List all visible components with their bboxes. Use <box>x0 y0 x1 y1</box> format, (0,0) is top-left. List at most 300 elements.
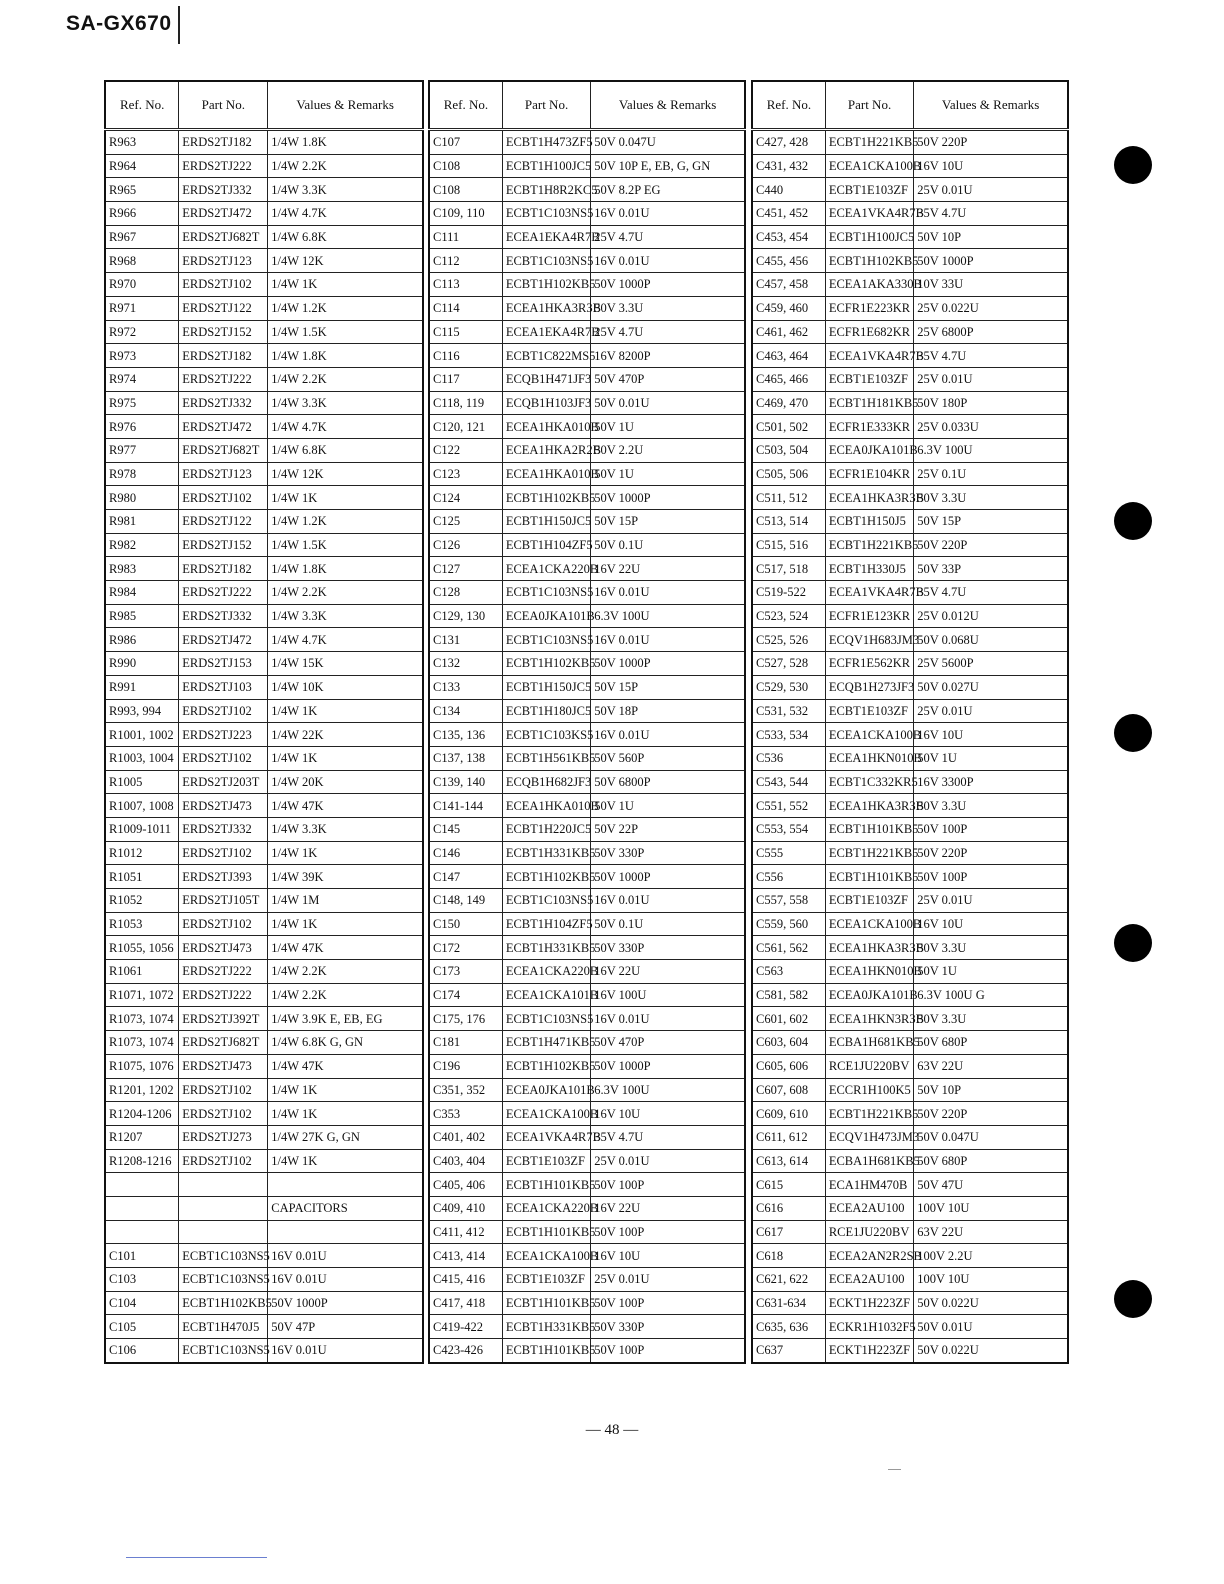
part-no-cell: ECBT1H8R2KC5 <box>502 178 590 202</box>
values-cell: 25V 0.01U <box>591 1268 745 1292</box>
ref-no-cell: C145 <box>429 817 502 841</box>
values-cell: 100V 2.2U <box>914 1244 1068 1268</box>
values-cell: 16V 10U <box>591 1102 745 1126</box>
table-row <box>752 1339 1068 1363</box>
table-row <box>752 1220 1068 1244</box>
part-no-cell: ECEA0JKA101B <box>502 1078 590 1102</box>
ref-no-cell: C553, 554 <box>752 817 825 841</box>
values-cell: 25V 0.022U <box>914 296 1068 320</box>
part-no-cell: ECFR1E333KR <box>825 415 913 439</box>
part-no-cell: ECFR1E223KR <box>825 296 913 320</box>
ref-no-cell: R1053 <box>105 912 179 936</box>
values-cell: 50V 0.01U <box>591 391 745 415</box>
values-cell: 50V 100P <box>591 1173 745 1197</box>
values-cell: 1/4W 39K <box>268 865 423 889</box>
values-cell: 50V 1000P <box>591 486 745 510</box>
values-cell: 50V 10P E, EB, G, GN <box>591 154 745 178</box>
values-cell: 50V 1U <box>591 415 745 439</box>
col-values-header: Values & Remarks <box>591 81 745 130</box>
parts-table-2 <box>428 80 746 1364</box>
part-no-cell: ERDS2TJ102 <box>179 841 268 865</box>
table-row <box>105 1102 423 1126</box>
table-row <box>752 936 1068 960</box>
ref-no-cell <box>105 1173 179 1197</box>
part-no-cell: ECEA1HKN010B <box>825 746 913 770</box>
ref-no-cell: C116 <box>429 344 502 368</box>
table-row <box>105 1031 423 1055</box>
part-no-cell: ECEA1HKA010B <box>502 462 590 486</box>
table-row <box>429 1078 745 1102</box>
ref-no-cell: C409, 410 <box>429 1196 502 1220</box>
values-cell: 1/4W 22K <box>268 723 423 747</box>
ref-no-cell: R1204-1206 <box>105 1102 179 1126</box>
ref-no-cell: R993, 994 <box>105 699 179 723</box>
part-no-cell: ECBT1H102KB5 <box>502 652 590 676</box>
values-cell: 1/4W 1K <box>268 486 423 510</box>
values-cell: 50V 330P <box>591 841 745 865</box>
values-cell: 50V 22P <box>591 817 745 841</box>
ref-no-cell: R964 <box>105 154 179 178</box>
scan-mark <box>126 1557 267 1558</box>
values-cell: 50V 3.3U <box>914 486 1068 510</box>
ref-no-cell: C607, 608 <box>752 1078 825 1102</box>
ref-no-cell: R1201, 1202 <box>105 1078 179 1102</box>
part-no-cell: ECKR1H1032F5 <box>825 1315 913 1339</box>
table-row <box>429 391 745 415</box>
part-no-cell: ECEA1VKA4R7B <box>825 344 913 368</box>
ref-no-cell <box>105 1220 179 1244</box>
ref-no-cell: C124 <box>429 486 502 510</box>
values-cell: 6.3V 100U G <box>914 983 1068 1007</box>
values-cell: 50V 10P <box>914 225 1068 249</box>
table-row <box>105 723 423 747</box>
values-cell: 25V 6800P <box>914 320 1068 344</box>
table-row <box>105 415 423 439</box>
ref-no-cell: C603, 604 <box>752 1031 825 1055</box>
part-no-cell: ERDS2TJ102 <box>179 486 268 510</box>
table-row <box>429 1054 745 1078</box>
part-no-cell: ECEA1HKN010B <box>825 960 913 984</box>
ref-no-cell: R1071, 1072 <box>105 983 179 1007</box>
values-cell: 1/4W 2.2K <box>268 983 423 1007</box>
part-no-cell: ECBT1H221KB5 <box>825 841 913 865</box>
table-row <box>429 178 745 202</box>
ref-no-cell: R1055, 1056 <box>105 936 179 960</box>
values-cell: 100V 10U <box>914 1268 1068 1292</box>
values-cell: 6.3V 100U <box>914 438 1068 462</box>
values-cell: 50V 18P <box>591 699 745 723</box>
part-no-cell: ERDS2TJ122 <box>179 296 268 320</box>
part-no-cell: RCE1JU220BV <box>825 1220 913 1244</box>
ref-no-cell: R970 <box>105 273 179 297</box>
table-row <box>429 249 745 273</box>
table-row <box>105 438 423 462</box>
table-row <box>105 936 423 960</box>
values-cell: 50V 1000P <box>591 865 745 889</box>
ref-no-cell: C103 <box>105 1268 179 1292</box>
part-no-cell: ECBT1H180JC5 <box>502 699 590 723</box>
ref-no-cell: R966 <box>105 202 179 226</box>
ref-no-cell: C125 <box>429 510 502 534</box>
values-cell: 50V 220P <box>914 841 1068 865</box>
table-row <box>752 557 1068 581</box>
table-row <box>752 1268 1068 1292</box>
values-cell: 35V 4.7U <box>914 202 1068 226</box>
part-no-cell: ECBT1H100JC5 <box>825 225 913 249</box>
table-row <box>429 1244 745 1268</box>
table-row <box>105 462 423 486</box>
values-cell: 16V 0.01U <box>591 249 745 273</box>
ref-no-cell: C141-144 <box>429 794 502 818</box>
values-cell: 50V 1000P <box>591 1054 745 1078</box>
ref-no-cell: C451, 452 <box>752 202 825 226</box>
table-row <box>752 1102 1068 1126</box>
table-row <box>752 1054 1068 1078</box>
ref-no-cell: C551, 552 <box>752 794 825 818</box>
ref-no-cell: C556 <box>752 865 825 889</box>
table-row <box>429 912 745 936</box>
part-no-cell: ECBT1H102KB5 <box>179 1291 268 1315</box>
ref-no-cell: C417, 418 <box>429 1291 502 1315</box>
table-row <box>105 983 423 1007</box>
ref-no-cell: C105 <box>105 1315 179 1339</box>
part-no-cell: ECBT1C103NS5 <box>502 581 590 605</box>
part-no-cell <box>179 1173 268 1197</box>
part-no-cell: ECBT1H104ZF5 <box>502 533 590 557</box>
table-row <box>429 1196 745 1220</box>
part-no-cell: ECQV1H473JM3 <box>825 1125 913 1149</box>
values-cell: 50V 680P <box>914 1031 1068 1055</box>
table-row <box>105 1220 423 1244</box>
ref-no-cell: C135, 136 <box>429 723 502 747</box>
values-cell: 1/4W 10K <box>268 675 423 699</box>
table-row <box>752 1125 1068 1149</box>
part-no-cell: ERDS2TJ332 <box>179 817 268 841</box>
ref-no-cell: C533, 534 <box>752 723 825 747</box>
part-no-cell: ECCR1H100K5 <box>825 1078 913 1102</box>
ref-no-cell: C112 <box>429 249 502 273</box>
part-no-cell: ECQB1H471JF3 <box>502 367 590 391</box>
table-row <box>429 770 745 794</box>
values-cell: 50V 330P <box>591 1315 745 1339</box>
ref-no-cell: C605, 606 <box>752 1054 825 1078</box>
table-row <box>105 1315 423 1339</box>
ref-no-cell: C469, 470 <box>752 391 825 415</box>
table-row <box>429 344 745 368</box>
ref-no-cell: C403, 404 <box>429 1149 502 1173</box>
table-row <box>752 889 1068 913</box>
ref-no-cell: C561, 562 <box>752 936 825 960</box>
values-cell: 50V 10P <box>914 1078 1068 1102</box>
table-row <box>429 817 745 841</box>
table-row <box>105 1007 423 1031</box>
table-row <box>752 225 1068 249</box>
values-cell: 50V 100P <box>914 865 1068 889</box>
values-cell: 16V 0.01U <box>591 202 745 226</box>
table-row <box>429 415 745 439</box>
values-cell: 1/4W 47K <box>268 1054 423 1078</box>
table-row <box>429 367 745 391</box>
values-cell: 16V 0.01U <box>268 1244 423 1268</box>
values-cell: 16V 0.01U <box>591 723 745 747</box>
values-cell: 50V 1U <box>591 794 745 818</box>
table-row <box>105 794 423 818</box>
part-no-cell: ERDS2TJ182 <box>179 130 268 155</box>
part-no-cell: ECEA0JKA101B <box>502 604 590 628</box>
table-row <box>429 628 745 652</box>
values-cell: 1/4W 2.2K <box>268 960 423 984</box>
ref-no-cell: R973 <box>105 344 179 368</box>
table-row <box>752 983 1068 1007</box>
table-row <box>429 296 745 320</box>
table-row <box>429 841 745 865</box>
table-row <box>105 1244 423 1268</box>
ref-no-cell: C108 <box>429 178 502 202</box>
ref-no-cell: C557, 558 <box>752 889 825 913</box>
ref-no-cell: R975 <box>105 391 179 415</box>
values-cell: 50V 180P <box>914 391 1068 415</box>
ref-no-cell: C609, 610 <box>752 1102 825 1126</box>
table-row <box>429 746 745 770</box>
table-row <box>105 699 423 723</box>
part-no-cell: ECEA1VKA4R7B <box>825 581 913 605</box>
part-no-cell: ERDS2TJ393 <box>179 865 268 889</box>
values-cell: 1/4W 1K <box>268 841 423 865</box>
table-row <box>752 391 1068 415</box>
part-no-cell: ECBT1H101KB5 <box>502 1220 590 1244</box>
ref-no-cell: C115 <box>429 320 502 344</box>
values-cell: 50V 0.022U <box>914 1339 1068 1363</box>
values-cell: 16V 22U <box>591 557 745 581</box>
values-cell: 50V 3.3U <box>914 1007 1068 1031</box>
ref-no-cell: R1005 <box>105 770 179 794</box>
part-no-cell: ECQB1H682JF3 <box>502 770 590 794</box>
table-row <box>752 865 1068 889</box>
ref-no-cell: R1075, 1076 <box>105 1054 179 1078</box>
part-no-cell: ECBT1C103NS5 <box>179 1244 268 1268</box>
values-cell: 1/4W 1M <box>268 889 423 913</box>
values-cell: 16V 0.01U <box>268 1268 423 1292</box>
values-cell: 1/4W 3.3K <box>268 604 423 628</box>
table-row <box>429 1102 745 1126</box>
ref-no-cell: R1012 <box>105 841 179 865</box>
ref-no-cell: C173 <box>429 960 502 984</box>
part-no-cell: ERDS2TJ222 <box>179 960 268 984</box>
part-no-cell: ECBT1H102KB5 <box>502 865 590 889</box>
table-row <box>429 604 745 628</box>
part-no-cell: ECEA1CKA100B <box>502 1102 590 1126</box>
values-cell: 1/4W 47K <box>268 794 423 818</box>
part-no-cell: ECBT1H220JC5 <box>502 817 590 841</box>
table-row <box>752 1031 1068 1055</box>
table-row <box>105 344 423 368</box>
values-cell: 1/4W 4.7K <box>268 415 423 439</box>
values-cell: 63V 22U <box>914 1220 1068 1244</box>
part-no-cell: ERDS2TJ152 <box>179 533 268 557</box>
ref-no-cell: C616 <box>752 1196 825 1220</box>
part-no-cell: ERDS2TJ203T <box>179 770 268 794</box>
ref-no-cell: R991 <box>105 675 179 699</box>
ref-no-cell: C555 <box>752 841 825 865</box>
part-no-cell: ECQB1H103JF3 <box>502 391 590 415</box>
table-row <box>752 652 1068 676</box>
values-cell: 50V 1000P <box>591 652 745 676</box>
values-cell: 1/4W 1.8K <box>268 344 423 368</box>
values-cell: 1/4W 1.5K <box>268 533 423 557</box>
part-no-cell: ECEA0JKA101B <box>825 438 913 462</box>
values-cell: CAPACITORS <box>268 1196 423 1220</box>
table-row <box>752 415 1068 439</box>
part-no-cell: ECEA1EKA4R7B <box>502 320 590 344</box>
table-row <box>105 533 423 557</box>
ref-no-cell: C615 <box>752 1173 825 1197</box>
table-row <box>752 794 1068 818</box>
values-cell: 50V 560P <box>591 746 745 770</box>
values-cell <box>268 1220 423 1244</box>
values-cell: 1/4W 1.2K <box>268 296 423 320</box>
model-title: SA-GX670 <box>66 12 172 35</box>
ref-no-cell: C431, 432 <box>752 154 825 178</box>
col-ref-header: Ref. No. <box>429 81 502 130</box>
part-no-cell: ECEA0JKA101B <box>825 983 913 1007</box>
ref-no-cell: C111 <box>429 225 502 249</box>
ref-no-cell: C401, 402 <box>429 1125 502 1149</box>
values-cell: 50V 1000P <box>268 1291 423 1315</box>
ref-no-cell: C529, 530 <box>752 675 825 699</box>
part-no-cell: ECBT1H473ZF5 <box>502 130 590 155</box>
part-no-cell: ERDS2TJ222 <box>179 581 268 605</box>
values-cell: 10V 33U <box>914 273 1068 297</box>
values-cell: 50V 220P <box>914 533 1068 557</box>
ref-no-cell: C146 <box>429 841 502 865</box>
part-no-cell: ECBT1H102KB5 <box>502 486 590 510</box>
part-no-cell: ERDS2TJ123 <box>179 249 268 273</box>
ref-no-cell: C411, 412 <box>429 1220 502 1244</box>
values-cell: 35V 4.7U <box>914 581 1068 605</box>
values-cell: 16V 10U <box>914 154 1068 178</box>
col-ref-header: Ref. No. <box>105 81 179 130</box>
ref-no-cell: C427, 428 <box>752 130 825 155</box>
part-no-cell: ECBT1E103ZF <box>825 889 913 913</box>
table-row <box>429 1125 745 1149</box>
part-no-cell: ECBT1C103NS5 <box>502 889 590 913</box>
ref-no-cell: C113 <box>429 273 502 297</box>
ref-no-cell: R1073, 1074 <box>105 1031 179 1055</box>
table-row <box>105 202 423 226</box>
part-no-cell: ECBT1H102KB5 <box>502 1054 590 1078</box>
values-cell: 16V 0.01U <box>591 581 745 605</box>
part-no-cell: ECEA1VKA4R7B <box>502 1125 590 1149</box>
ref-no-cell: C117 <box>429 367 502 391</box>
part-no-cell: ERDS2TJ472 <box>179 202 268 226</box>
table-row <box>429 983 745 1007</box>
values-cell: 50V 470P <box>591 1031 745 1055</box>
table-row <box>429 486 745 510</box>
values-cell: 1/4W 4.7K <box>268 628 423 652</box>
ref-no-cell: C128 <box>429 581 502 605</box>
table-row <box>429 960 745 984</box>
ref-no-cell: C114 <box>429 296 502 320</box>
values-cell: 100V 10U <box>914 1196 1068 1220</box>
part-no-cell: ECEA1CKA220B <box>502 557 590 581</box>
table-row <box>105 1125 423 1149</box>
values-cell: 1/4W 47K <box>268 936 423 960</box>
part-no-cell: ECEA1HKA3R3B <box>825 486 913 510</box>
part-no-cell: ECBT1E103ZF <box>825 367 913 391</box>
binder-hole <box>1114 714 1152 752</box>
part-no-cell <box>179 1220 268 1244</box>
values-cell: 1/4W 1.5K <box>268 320 423 344</box>
ref-no-cell: C150 <box>429 912 502 936</box>
ref-no-cell: C174 <box>429 983 502 1007</box>
ref-no-cell: C613, 614 <box>752 1149 825 1173</box>
table-row <box>752 841 1068 865</box>
parts-table-1 <box>104 80 424 1364</box>
ref-no-cell: C536 <box>752 746 825 770</box>
table-row <box>752 960 1068 984</box>
part-no-cell: ECKT1H223ZF <box>825 1339 913 1363</box>
values-cell <box>268 1173 423 1197</box>
values-cell: 50V 220P <box>914 130 1068 155</box>
part-no-cell: ERDS2TJ222 <box>179 154 268 178</box>
ref-no-cell: R968 <box>105 249 179 273</box>
ref-no-cell: C413, 414 <box>429 1244 502 1268</box>
part-no-cell: ECBT1H101KB5 <box>502 1173 590 1197</box>
values-cell: 16V 3300P <box>914 770 1068 794</box>
values-cell: 1/4W 20K <box>268 770 423 794</box>
part-no-cell: ERDS2TJ102 <box>179 1102 268 1126</box>
part-no-cell: ERDS2TJ182 <box>179 557 268 581</box>
ref-no-cell: R976 <box>105 415 179 439</box>
part-no-cell: ERDS2TJ473 <box>179 794 268 818</box>
values-cell: 1/4W 4.7K <box>268 202 423 226</box>
col-values-header: Values & Remarks <box>268 81 423 130</box>
values-cell: 50V 33P <box>914 557 1068 581</box>
ref-no-cell: C107 <box>429 130 502 155</box>
ref-no-cell: C108 <box>429 154 502 178</box>
table-row <box>429 462 745 486</box>
ref-no-cell: C457, 458 <box>752 273 825 297</box>
part-no-cell: ECEA1EKA4R7B <box>502 225 590 249</box>
ref-no-cell: C101 <box>105 1244 179 1268</box>
table-row <box>752 296 1068 320</box>
ref-no-cell: R967 <box>105 225 179 249</box>
ref-no-cell: C415, 416 <box>429 1268 502 1292</box>
table-row <box>105 770 423 794</box>
values-cell: 50V 100P <box>591 1291 745 1315</box>
part-no-cell: ERDS2TJ102 <box>179 699 268 723</box>
values-cell: 50V 47U <box>914 1173 1068 1197</box>
table-row <box>752 249 1068 273</box>
ref-no-cell: C465, 466 <box>752 367 825 391</box>
part-no-cell: ECEA1HKA3R3B <box>502 296 590 320</box>
table-row <box>429 581 745 605</box>
table-row <box>429 1173 745 1197</box>
values-cell: 1/4W 1K <box>268 912 423 936</box>
part-no-cell: ECBT1H150J5 <box>825 510 913 534</box>
ref-no-cell: C531, 532 <box>752 699 825 723</box>
ref-no-cell: C637 <box>752 1339 825 1363</box>
values-cell: 16V 10U <box>914 723 1068 747</box>
values-cell: 25V 0.1U <box>914 462 1068 486</box>
part-no-cell: RCE1JU220BV <box>825 1054 913 1078</box>
table-row <box>752 746 1068 770</box>
table-row <box>105 1078 423 1102</box>
ref-no-cell: R980 <box>105 486 179 510</box>
part-no-cell: ECBT1H101KB5 <box>502 1291 590 1315</box>
values-cell: 50V 0.01U <box>914 1315 1068 1339</box>
ref-no-cell: R1052 <box>105 889 179 913</box>
